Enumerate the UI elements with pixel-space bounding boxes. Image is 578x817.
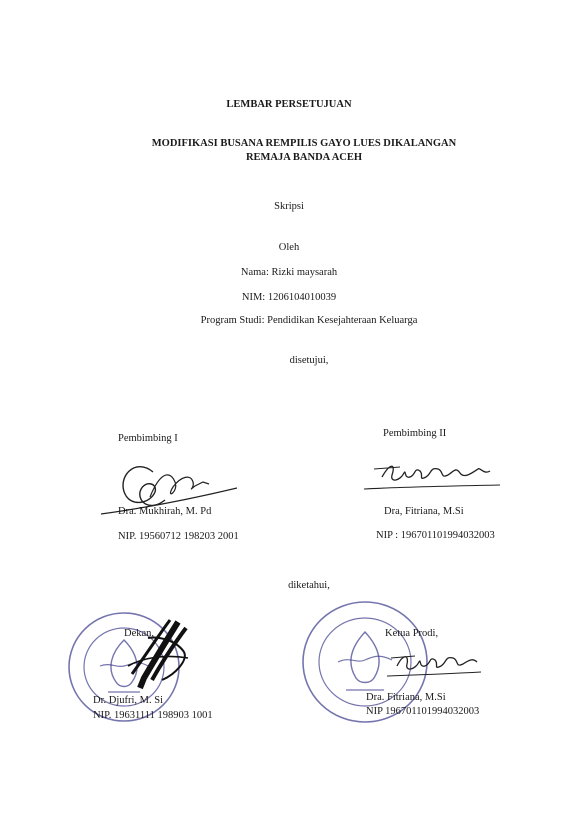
supervisor2-signature-icon [360,455,505,495]
by-label: Oleh [278,242,300,253]
page-title: LEMBAR PERSETUJUAN [226,99,352,110]
supervisor2-role: Pembimbing II [383,428,447,439]
supervisor1-nip: NIP. 19560712 198203 2001 [118,531,239,542]
author-nim: NIM: 1206104010039 [241,292,337,303]
dean-nip: NIP. 19631111 198903 1001 [93,710,213,721]
thesis-title-line2: REMAJA BANDA ACEH [245,152,363,163]
program-head-role: Ketua Prodi, [385,628,439,639]
supervisor2-name: Dra, Fitriana, M.Si [384,506,464,517]
dean-name: Dr. Djufri, M. Si [93,695,164,706]
document-type: Skripsi [274,201,304,212]
program-head-nip: NIP 196701101994032003 [366,706,480,717]
supervisor1-name: Dra. Mukhirah, M. Pd [118,506,212,517]
author-program: Program Studi: Pendidikan Kesejahteraan Keluarga [200,315,418,326]
dean-role: Dekan, [124,628,155,639]
thesis-title-line1: MODIFIKASI BUSANA REMPILIS GAYO LUES DIKALANGAN [151,138,457,149]
supervisor1-role: Pembimbing I [118,433,178,444]
author-name: Nama: Rizki maysarah [240,267,338,278]
program-head-signature-icon [385,648,485,682]
acknowledged-label: diketahui, [288,580,330,591]
program-head-name: Dra. Fitriana, M.Si [366,692,446,703]
approved-label: disetujui, [289,355,329,366]
supervisor2-nip: NIP : 196701101994032003 [376,530,495,541]
